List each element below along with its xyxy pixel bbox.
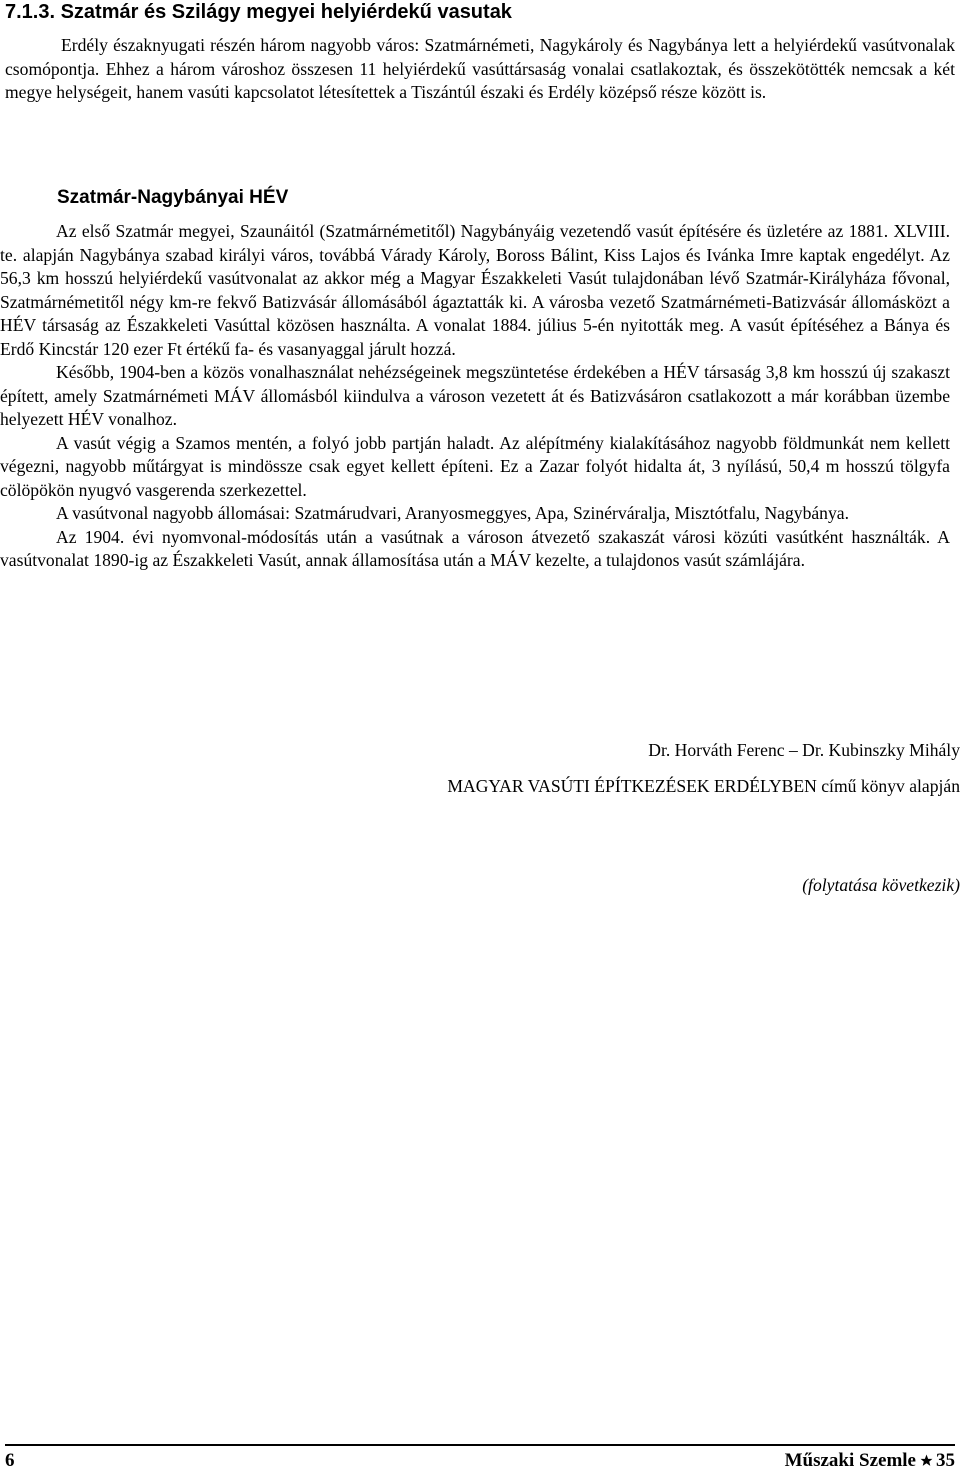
continued-note: (folytatása következik) bbox=[802, 875, 960, 895]
journal-title: Műszaki Szemle bbox=[784, 1450, 916, 1471]
hev-title: Szatmár-Nagybányai HÉV bbox=[57, 187, 289, 208]
hev-paragraph-3: A vasút végig a Szamos mentén, a folyó jobb partján haladt. Az alépítmény kialakításához nagyobb földmunkát nem kellett végezni, nagyobb műtárgyat is mindössze csak egyet kellett építeni. Ez a Zazar folyót hidalta át, 3 nyílású, 50,4 m hosszú tölgyfa cölöpökön nyugvó vasgerenda szerkezettel. bbox=[0, 432, 950, 500]
signature-authors: Dr. Horváth Ferenc – Dr. Kubinszky Mihály bbox=[648, 740, 960, 760]
journal-name bbox=[785, 1449, 955, 1473]
footer-rule bbox=[5, 1444, 955, 1446]
hev-paragraph-5: Az 1904. évi nyomvonal-módosítás után a vasútnak a városon átvezető szakaszát városi közúti vasútként használták. A vasútvonalat 1890-ig az Északkeleti Vasút, annak államosítása után a MÁV kezelte, a tulajdonos vasút számlájára. bbox=[0, 526, 950, 570]
signature-source: MAGYAR VASÚTI ÉPÍTKEZÉSEK ERDÉLYBEN című könyv alapján bbox=[447, 775, 960, 796]
page-number: 6 bbox=[5, 1450, 15, 1471]
document-page bbox=[5, 0, 955, 105]
hev-paragraph-4: A vasútvonal nagyobb állomásai: Szatmárudvari, Aranyosmeggyes, Apa, Szinérváralja, Misztótfalu, Nagybánya. bbox=[56, 503, 849, 523]
hev-paragraph-1: Az első Szatmár megyei, Szaunáitól (Szatmárnémetitől) Nagybányáig vezetendő vasút építésére és üzletére az 1881. XLVIII. te. alapján Nagybánya szabad királyi város, továbbá Várady Károly, Boross Bálint, Kiss Lajos és Ivánka Imre kaptak engedélyt. Az 56,3 km hosszú helyiérdekű vasútvonalat az akkor még a Magyar Északkeleti Vasút tulajdonában lévő Szatmár-Királyháza fővonal, Szatmárnémetitől négy km-re fekvő Batizvásár állomásából ágaztatták ki. A városba vezető Szatmárnémeti-Batizvásár állomásközt a HÉV társaság az Északkeleti Vasúttal közösen használta. A vonalat 1884. július 5-én nyitották meg. A vasút építéséhez a Bánya és Erdő Kincstár 120 ezer Ft értékű fa- és vasanyaggal járult hozzá. bbox=[0, 221, 950, 359]
signature-block bbox=[447, 739, 960, 798]
hev-body bbox=[0, 220, 950, 573]
star-icon bbox=[920, 1454, 933, 1467]
hev-paragraph-2: Később, 1904-ben a közös vonalhasználat nehézségeinek megszüntetése érdekében a HÉV társaság 3,8 km hosszú új szakaszt épített, amely Szatmárnémeti MÁV állomásból kiindulva a városon vezetett át és Batizvásáron csatlakozott a már korábban üzembe helyezett HÉV vonalhoz. bbox=[0, 362, 950, 429]
intro-paragraph: Erdély északnyugati részén három nagyobb város: Szatmárnémeti, Nagykároly és Nagybánya lett a helyiérdekű vasútvonalak csomópontja. Ehhez a három városhoz összesen 11 helyiérdekű vasúttársaság vonalai csatlakoztak, és összekötötték nemcsak a két megye helységeit, hanem vasúti kapcsolatot létesítettek a Tiszántúl északi és Erdély középső része között is. bbox=[5, 35, 955, 102]
section-title: 7.1.3. Szatmár és Szilágy megyei helyiérdekű vasutak bbox=[5, 1, 512, 23]
page-footer bbox=[5, 1449, 955, 1473]
issue-number: 35 bbox=[936, 1450, 955, 1471]
